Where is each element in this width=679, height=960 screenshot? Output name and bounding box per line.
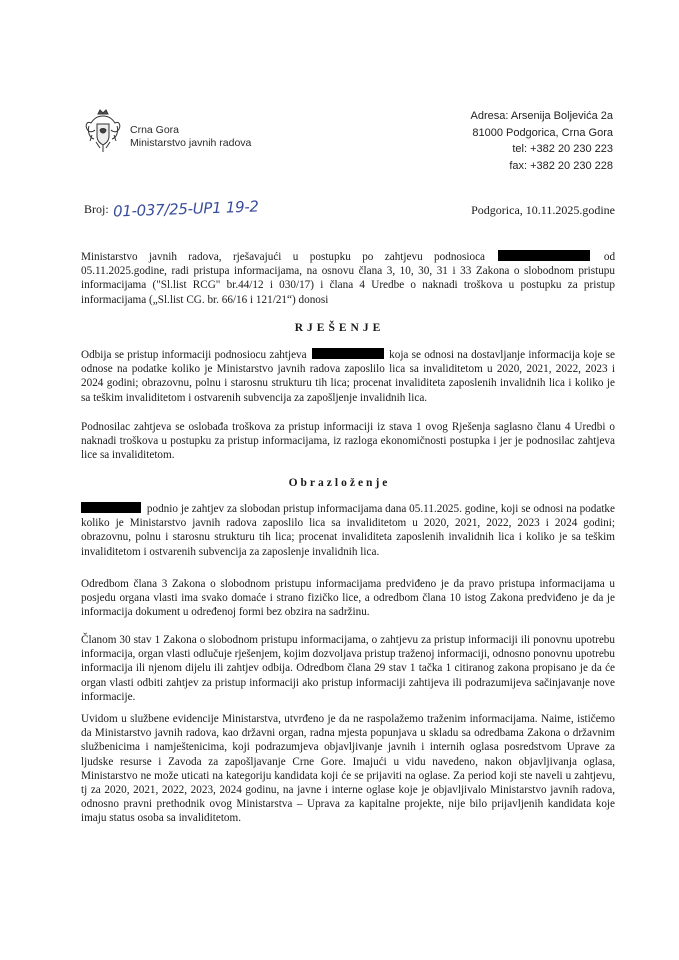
handwritten-reference: 01-037/25-UP1 19-2 <box>112 197 259 221</box>
reasoning-title: Obrazloženje <box>288 477 391 489</box>
redacted-name <box>498 250 590 261</box>
reference-number <box>84 197 259 221</box>
reference-label: Broj: <box>84 201 109 216</box>
coat-of-arms-icon <box>84 108 122 154</box>
reasoning-paragraph-4: Uvidom u službene evidencije Ministarstva, utvrđeno je da ne raspolažemo traženim informacijama. Naime, ističemo da Ministarstvo javnih radova, kao državni organ, radna mjesta popunjava u skladu sa odredbama Zakona o državnim službenicima i namještenicima, koji podrazumjeva objavljivanje javnih i internih oglasa posredstvom Uprave za ljudske resurse i Zavoda za zapošljavanje Crne Gore. Imajući u vidu navedeno, nakon objavljivanja oglasa, Ministarstvo ne može uticati na kategoriju kandidata koji će se prijaviti na oglase. Za period koji ste naveli u zahtjevu, tj za 2020, 2021, 2022, 2023, 2024 godinu, na javne i interne oglase koje je objavljivalo Ministarstvo javnih radova, odnosno pravni prethodnik ovog Ministarstva – Uprava za kapitalne projekte, nije bilo prijavljenih kandidata koje imaju status osoba sa invaliditetom. <box>81 713 615 825</box>
address-block <box>471 108 613 174</box>
postal-line: 81000 Podgorica, Crna Gora <box>472 126 613 139</box>
fax-line: fax: +382 20 230 228 <box>509 159 613 172</box>
ministry-name <box>130 124 251 150</box>
reasoning-paragraph-1: podnio je zahtjev za slobodan pristup informacijama dana 05.11.2025. godine, koji se odnosi na podatke koliko je Ministarstvo javnih radova zaposlilo lica sa invaliditetom u 2020, 2021, 2022, 2023 i 2024 godini; obrazovnu, polnu i starosnu strukturu tih lica; procenat invaliditeta zaposlenih invalidnih lica i koliko je sa teškim invaliditetom i ostvarenih subvencija za zaposlenje invalidnih lica. <box>81 503 615 558</box>
document-date: Podgorica, 10.11.2025.godine <box>471 203 615 217</box>
intro-paragraph: Ministarstvo javnih radova, rješavajući u postupku po zahtjevu podnosioca od 05.11.2025.godine, radi pristupa informacijama, na osnovu člana 3, 10, 30, 31 i 33 Zakona o slobodnom pristupu informacijama ("Sl.list RCG" br.44/12 i 030/17) i člana 4 Uredbe o naknadi troškova u postupku za pristup informacijama („Sl.list CG. br. 66/16 i 121/21“) donosi <box>81 251 616 306</box>
phone-line: tel: +382 20 230 223 <box>512 143 613 155</box>
decision-paragraph-1: Odbija se pristup informaciji podnosiocu zahtjeva koja se odnosi na dostavljanje informacija koje se odnose na podatke koliko je Ministarstvo javnih radova zaposlilo lica sa invaliditetom u 2020, 2021, 2022, 2023 i 2024 godini; obrazovnu, polnu i starosnu strukturu tih lica; procenat invaliditeta zaposlenih invalidnih lica i koliko je sa teškim invaliditetom i ostvarenih subvencija za zapošljenje invalidnih lica. <box>81 349 616 404</box>
redacted-name <box>312 348 384 359</box>
redacted-name <box>81 502 141 513</box>
address-line: Adresa: Arsenija Boljevića 2a <box>470 110 613 122</box>
reasoning-paragraph-3: Članom 30 stav 1 Zakona o slobodnom pristupu informacijama, o zahtjevu za pristup informaciji ili ponovnu upotrebu informacija, organ vlasti odlučuje rješenjem, kojim dozvoljava pristup traženoj informaciji, odnosno ponovnu upotrebu informacija ili njenom dijelu ili zahtjev odbija. Odredbom člana 29 stav 1 tačka 1 citiranog zakona propisano je da će organ vlasti odbiti zahtjev za pristup informaciji ako pristup informaciji zahtijeva ili podrazumijeva sačinjavanje nove informacije. <box>81 634 615 703</box>
org-country: Crna Gora <box>130 124 180 136</box>
decision-title: RJEŠENJE <box>294 322 385 334</box>
reasoning-paragraph-2: Odredbom člana 3 Zakona o slobodnom pristupu informacijama predviđeno je da pravo pristupa informacijama u posjedu organa vlasti ima svako domaće i strano fizičko lice, a odredbom člana 10 istog Zakona predviđeno je da je informacija dokument u određenoj formi bez obzira na sadržinu. <box>81 578 615 619</box>
decision-paragraph-2: Podnosilac zahtjeva se oslobađa troškova za pristup informaciji iz stava 1 ovog Rješenja saglasno članu 4 Uredbi o naknadi troškova u postupku za pristup informacijama, iz razloga ekonomičnosti postupka i jer je podnosilac zahtjeva lice sa invaliditetom. <box>81 421 615 462</box>
org-ministry: Ministarstvo javnih radova <box>130 137 252 149</box>
